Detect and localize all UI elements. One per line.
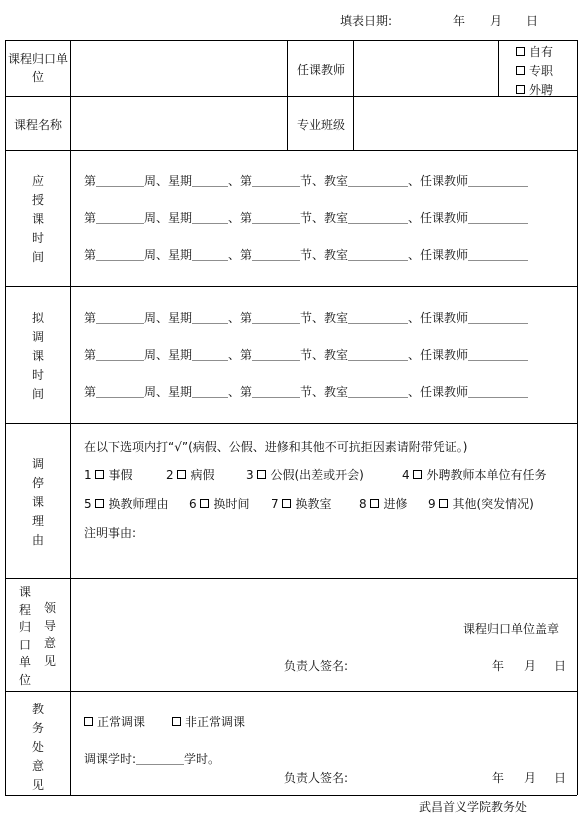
reason-item-2[interactable]: 2 病假 xyxy=(166,468,215,482)
checkbox-icon[interactable] xyxy=(177,470,186,479)
reason-item-6[interactable]: 6 换时间 xyxy=(189,497,250,511)
planned-line-1[interactable]: 第＿＿＿＿周、星期＿＿＿、第＿＿＿＿节、教室＿＿＿＿＿、任课教师＿＿＿＿＿ xyxy=(84,311,529,325)
unit-sign-label: 负责人签名: xyxy=(284,659,349,673)
course-unit-label: 课程归口单位 xyxy=(8,52,69,84)
checkbox-icon[interactable] xyxy=(516,85,525,94)
checkbox-icon[interactable] xyxy=(516,47,525,56)
checkbox-icon[interactable] xyxy=(439,499,448,508)
reason-item-4[interactable]: 4 外聘教师本单位有任务 xyxy=(402,468,547,482)
header-year: 年 xyxy=(453,14,466,28)
reason-item-1[interactable]: 1 事假 xyxy=(84,468,133,482)
reason-item-9[interactable]: 9 其他(突发情况) xyxy=(428,497,534,511)
unit-opinion-label-right: 领导意见 xyxy=(43,601,56,668)
office-year: 年 xyxy=(492,771,505,785)
reason-intro: 在以下选项内打“√”(病假、公假、进修和其他不可抗拒因素请附带凭证。) xyxy=(84,440,468,454)
checkbox-icon[interactable] xyxy=(95,499,104,508)
header-day: 日 xyxy=(526,14,539,28)
reason-item-3[interactable]: 3 公假(出差或开会) xyxy=(246,468,364,482)
option-external[interactable]: 外聘 xyxy=(516,81,553,100)
scheduled-line-1[interactable]: 第＿＿＿＿周、星期＿＿＿、第＿＿＿＿节、教室＿＿＿＿＿、任课教师＿＿＿＿＿ xyxy=(84,174,529,188)
reason-label: 调停课理由 xyxy=(31,457,44,547)
adjust-hours-field[interactable]: 调课学时:＿＿＿＿学时。 xyxy=(84,752,221,766)
checkbox-icon[interactable] xyxy=(413,470,422,479)
unit-year: 年 xyxy=(492,659,505,673)
header-month: 月 xyxy=(490,14,503,28)
reason-item-7[interactable]: 7 换教室 xyxy=(271,497,332,511)
reason-item-5[interactable]: 5 换教师理由 xyxy=(84,497,169,511)
teacher-label: 任课教师 xyxy=(296,63,345,77)
planned-line-2[interactable]: 第＿＿＿＿周、星期＿＿＿、第＿＿＿＿节、教室＿＿＿＿＿、任课教师＿＿＿＿＿ xyxy=(84,348,529,362)
scheduled-line-2[interactable]: 第＿＿＿＿周、星期＿＿＿、第＿＿＿＿节、教室＿＿＿＿＿、任课教师＿＿＿＿＿ xyxy=(84,211,529,225)
planned-line-3[interactable]: 第＿＿＿＿周、星期＿＿＿、第＿＿＿＿节、教室＿＿＿＿＿、任课教师＿＿＿＿＿ xyxy=(84,385,529,399)
checkbox-icon[interactable] xyxy=(370,499,379,508)
checkbox-icon[interactable] xyxy=(84,717,93,726)
unit-opinion-label-left: 课程归口单位 xyxy=(18,585,31,687)
teacher-input[interactable] xyxy=(356,42,496,94)
class-input[interactable] xyxy=(356,98,575,148)
checkbox-icon[interactable] xyxy=(257,470,266,479)
checkbox-icon[interactable] xyxy=(95,470,104,479)
normal-adjust-option[interactable]: 正常调课 xyxy=(84,713,145,730)
unit-day: 日 xyxy=(554,659,567,673)
reason-note-label: 注明事由: xyxy=(84,526,137,540)
checkbox-icon[interactable] xyxy=(282,499,291,508)
unit-stamp-label: 课程归口单位盖章 xyxy=(463,622,560,636)
option-fulltime[interactable]: 专职 xyxy=(516,62,553,81)
office-opinion-label: 教务处意见 xyxy=(31,702,44,792)
office-sign-label: 负责人签名: xyxy=(284,771,349,785)
option-own[interactable]: 自有 xyxy=(516,43,553,62)
course-name-label: 课程名称 xyxy=(13,118,62,132)
class-label: 专业班级 xyxy=(296,118,345,132)
fill-date-label: 填表日期: xyxy=(340,14,393,28)
office-month: 月 xyxy=(524,771,537,785)
checkbox-icon[interactable] xyxy=(200,499,209,508)
reason-item-8[interactable]: 8 进修 xyxy=(359,497,408,511)
footer-issuer: 武昌首义学院教务处 xyxy=(419,800,528,814)
course-name-input[interactable] xyxy=(73,98,285,148)
teacher-type-options xyxy=(516,43,553,100)
scheduled-time-label: 应授课时间 xyxy=(31,174,44,264)
course-unit-input[interactable] xyxy=(73,42,285,94)
abnormal-adjust-option[interactable]: 非正常调课 xyxy=(172,713,245,730)
unit-month: 月 xyxy=(524,659,537,673)
office-day: 日 xyxy=(554,771,567,785)
checkbox-icon[interactable] xyxy=(516,66,525,75)
checkbox-icon[interactable] xyxy=(172,717,181,726)
scheduled-line-3[interactable]: 第＿＿＿＿周、星期＿＿＿、第＿＿＿＿节、教室＿＿＿＿＿、任课教师＿＿＿＿＿ xyxy=(84,248,529,262)
planned-time-label: 拟调课时间 xyxy=(31,311,44,401)
